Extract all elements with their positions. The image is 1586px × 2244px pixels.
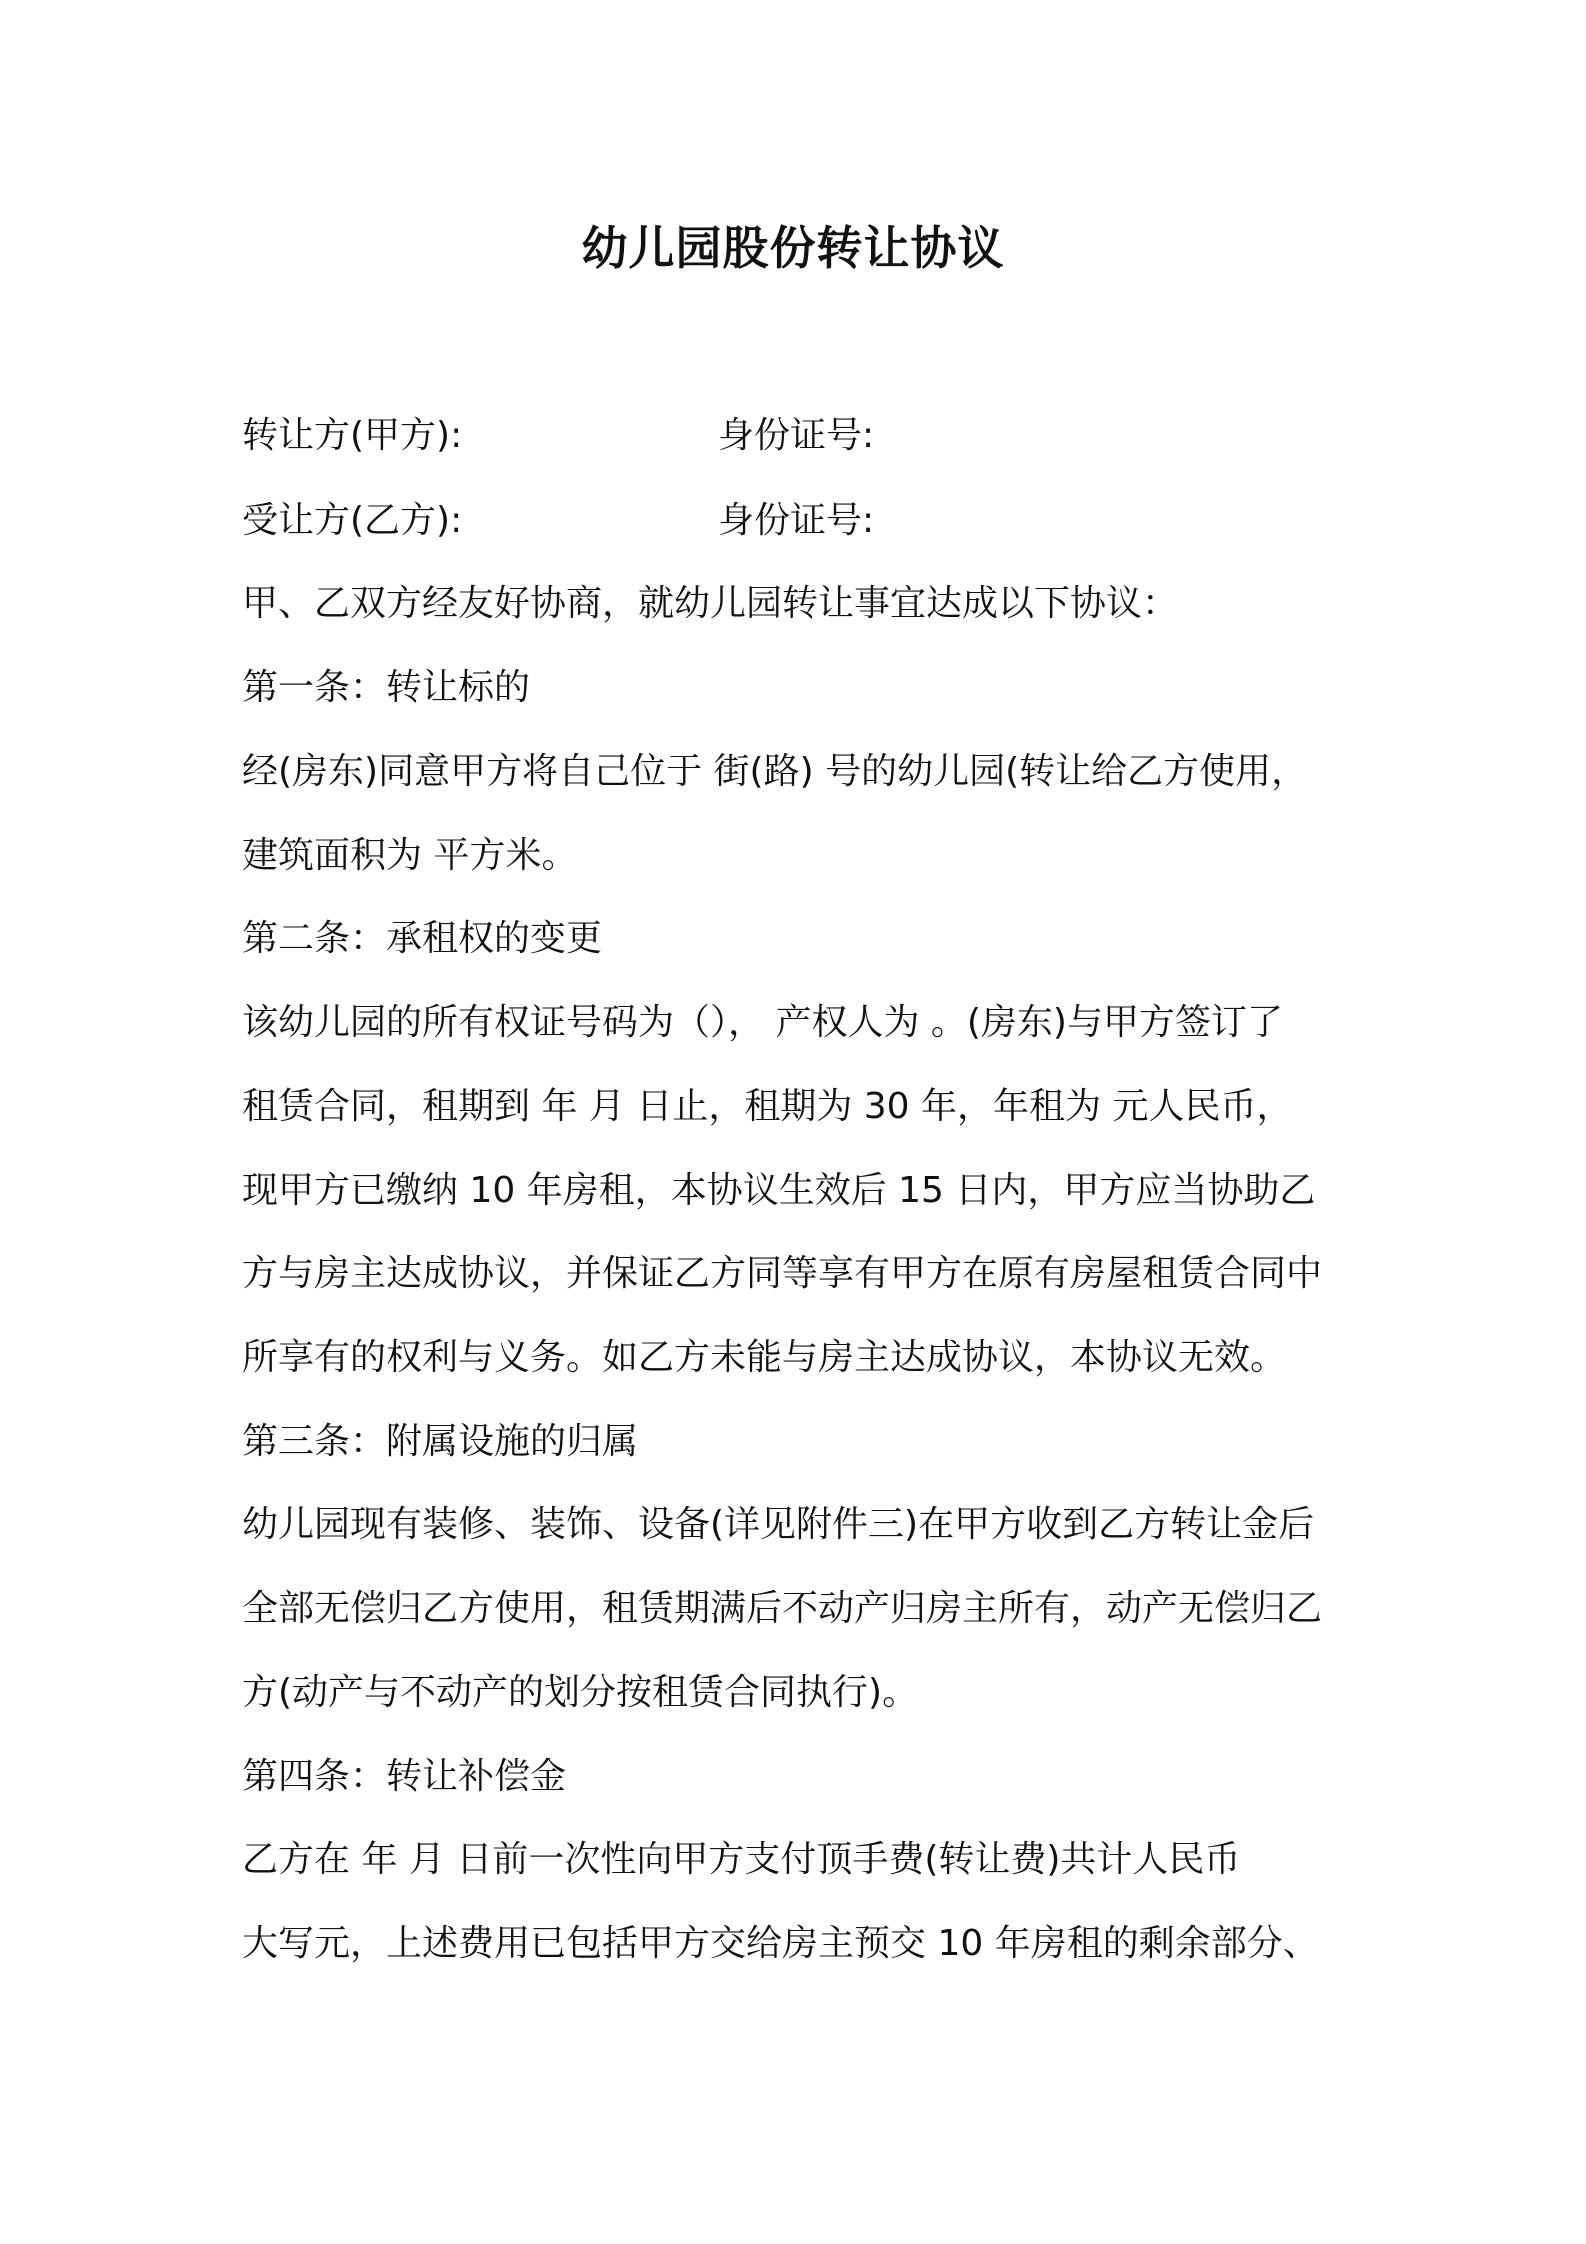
article-3-heading: 第三条：附属设施的归属 xyxy=(242,1421,639,1462)
transferor-id-label: 身份证号: xyxy=(718,415,875,456)
article-1-text-line: 建筑面积为 平方米。 xyxy=(242,835,578,876)
article-3-text-line: 幼儿园现有装修、装饰、设备(详见附件三)在甲方收到乙方转让金后 xyxy=(242,1504,1315,1545)
intro-paragraph: 甲、乙双方经友好协商，就幼儿园转让事宜达成以下协议： xyxy=(242,583,1179,624)
article-1-heading: 第一条：转让标的 xyxy=(242,667,531,708)
article-2-heading: 第二条：承租权的变更 xyxy=(242,918,603,959)
article-3-text-line: 方(动产与不动产的划分按租赁合同执行)。 xyxy=(242,1672,919,1713)
article-3-text-line: 全部无偿归乙方使用，租赁期满后不动产归房主所有，动产无偿归乙 xyxy=(242,1588,1323,1629)
article-2-text-line: 租赁合同，租期到 年 月 日止，租期为 30 年，年租为 元人民币， xyxy=(242,1086,1293,1127)
article-2-text-line: 该幼儿园的所有权证号码为（）， 产权人为 。(房东)与甲方签订了 xyxy=(242,1002,1283,1043)
transferor-label: 转让方(甲方): xyxy=(242,415,463,456)
article-2-text-line: 现甲方已缴纳 10 年房租，本协议生效后 15 日内，甲方应当协助乙 xyxy=(242,1170,1316,1211)
article-4-heading: 第四条：转让补偿金 xyxy=(242,1756,567,1797)
article-2-text-line: 所享有的权利与义务。如乙方未能与房主达成协议，本协议无效。 xyxy=(242,1337,1287,1378)
transferee-label: 受让方(乙方): xyxy=(242,500,463,541)
article-1-text-line: 经(房东)同意甲方将自己位于 街(路) 号的幼儿园(转让给乙方使用， xyxy=(242,751,1308,792)
article-4-text-line: 大写元，上述费用已包括甲方交给房主预交 10 年房租的剩余部分、 xyxy=(242,1923,1319,1964)
article-2-text-line: 方与房主达成协议，并保证乙方同等享有甲方在原有房屋租赁合同中 xyxy=(242,1253,1323,1294)
transferee-id-label: 身份证号: xyxy=(718,500,875,541)
document-title: 幼儿园股份转让协议 xyxy=(581,221,1005,275)
article-4-text-line: 乙方在 年 月 日前一次性向甲方支付顶手费(转让费)共计人民币 xyxy=(242,1839,1241,1880)
